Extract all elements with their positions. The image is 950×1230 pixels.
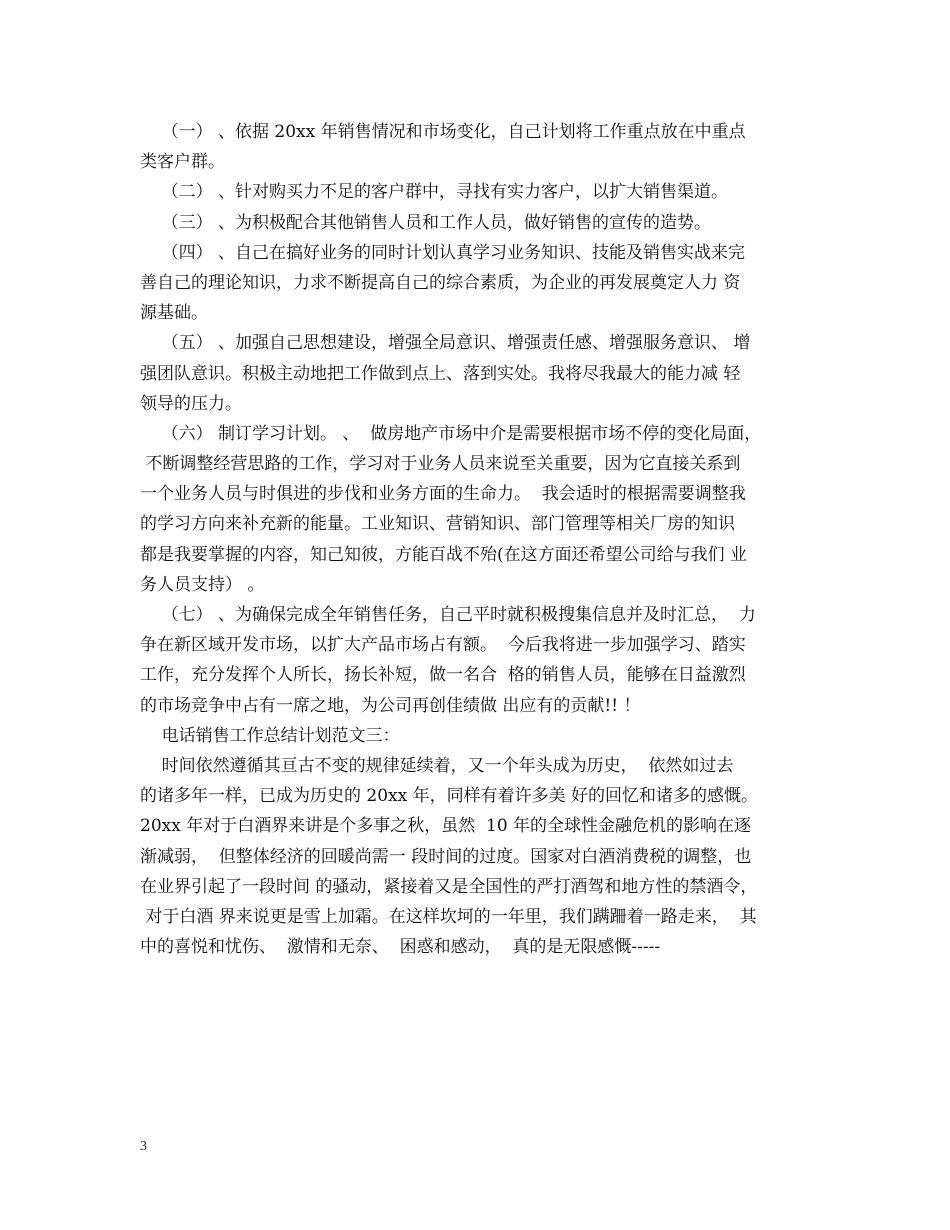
text-line: 时间依然遵循其亘古不变的规律延续着，又一个年头成为历史， 依然如过去 — [140, 755, 734, 776]
text-line: 务人员支持） 。 — [140, 574, 265, 595]
text-line: 的学习方向来补充新的能量。工业知识、营销知识、部门管理等相关厂房的知识 — [140, 514, 735, 535]
text-line: 强团队意识。积极主动地把工作做到点上、落到实处。我将尽我最大的能力减 轻 — [140, 363, 741, 384]
text-line: 都是我要掌握的内容，知己知彼，方能百战不殆(在这方面还希望公司给与我们 业 — [140, 544, 748, 565]
text-line: 渐减弱， 但整体经济的回暖尚需一 段时间的过度。国家对白酒消费税的调整，也 — [140, 846, 752, 867]
text-line: （四） 、自己在搞好业务的同时计划认真学习业务知识、技能及销售实战来完 — [140, 242, 746, 263]
text-line: 源基础。 — [140, 303, 208, 324]
text-line: 对于白酒 界来说更是雪上加霜。在这样坎坷的一年里，我们蹒跚着一路走来， 其 — [140, 906, 757, 927]
text-line: 工作，充分发挥个人所长，扬长补短，做一名合 格的销售人员，能够在日益激烈 — [140, 665, 746, 686]
section-heading: 电话销售工作总结计划范文三： — [140, 725, 400, 746]
text-line: 的诸多年一样，已成为历史的 20xx 年，同样有着许多美 好的回忆和诸多的感慨。 — [140, 786, 759, 807]
body-text — [140, 117, 830, 962]
text-line: （一） 、依据 20xx 年销售情况和市场变化，自己计划将工作重点放在中重点 — [140, 122, 746, 142]
text-line: 中的喜悦和忧伤、 激情和无奈、 困惑和感动， 真的是无限感慨----- — [140, 937, 661, 958]
text-line: 的市场竞争中占有一席之地，为公司再创佳绩做 出应有的贡献!! ！ — [140, 695, 641, 716]
text-line: 领导的压力。 — [140, 393, 242, 414]
text-line: 不断调整经营思路的工作，学习对于业务人员来说至关重要，因为它直接关系到 — [140, 454, 741, 475]
text-line: 争在新区域开发市场，以扩大产品市场占有额。 今后我将进一步加强学习、踏实 — [140, 635, 746, 656]
text-line: 善自己的理论知识，力求不断提高自己的综合素质，为企业的再发展奠定人力 资 — [140, 272, 741, 293]
text-line: 20xx 年对于白酒界来讲是个多事之秋，虽然 10 年的全球性金融危机的影响在逐 — [140, 816, 752, 837]
text-line: 一个业务人员与时俱进的步伐和业务方面的生命力。 我会适时的根据需要调整我 — [140, 484, 746, 505]
text-line: （六） 制订学习计划。 、 做房地产市场中介是需要根据市场不停的变化局面， — [140, 423, 762, 444]
text-line: （七） 、为确保完成全年销售任务，自己平时就积极搜集信息并及时汇总， 力 — [140, 605, 756, 625]
text-line: （五） 、加强自己思想建设，增强全局意识、增强责任感、增强服务意识、 增 — [140, 333, 751, 354]
text-line: 类客户群。 — [140, 152, 225, 173]
text-line: 在业界引起了一段时间 的骚动，紧接着又是全国性的严打酒驾和地方性的禁酒令， — [140, 876, 758, 897]
text-line: （二） 、针对购买力不足的客户群中，寻找有实力客户，以扩大销售渠道。 — [140, 182, 729, 203]
text-line: （三） 、为积极配合其他销售人员和工作人员，做好销售的宣传的造势。 — [140, 212, 712, 233]
page-number: 3 — [140, 1139, 147, 1154]
